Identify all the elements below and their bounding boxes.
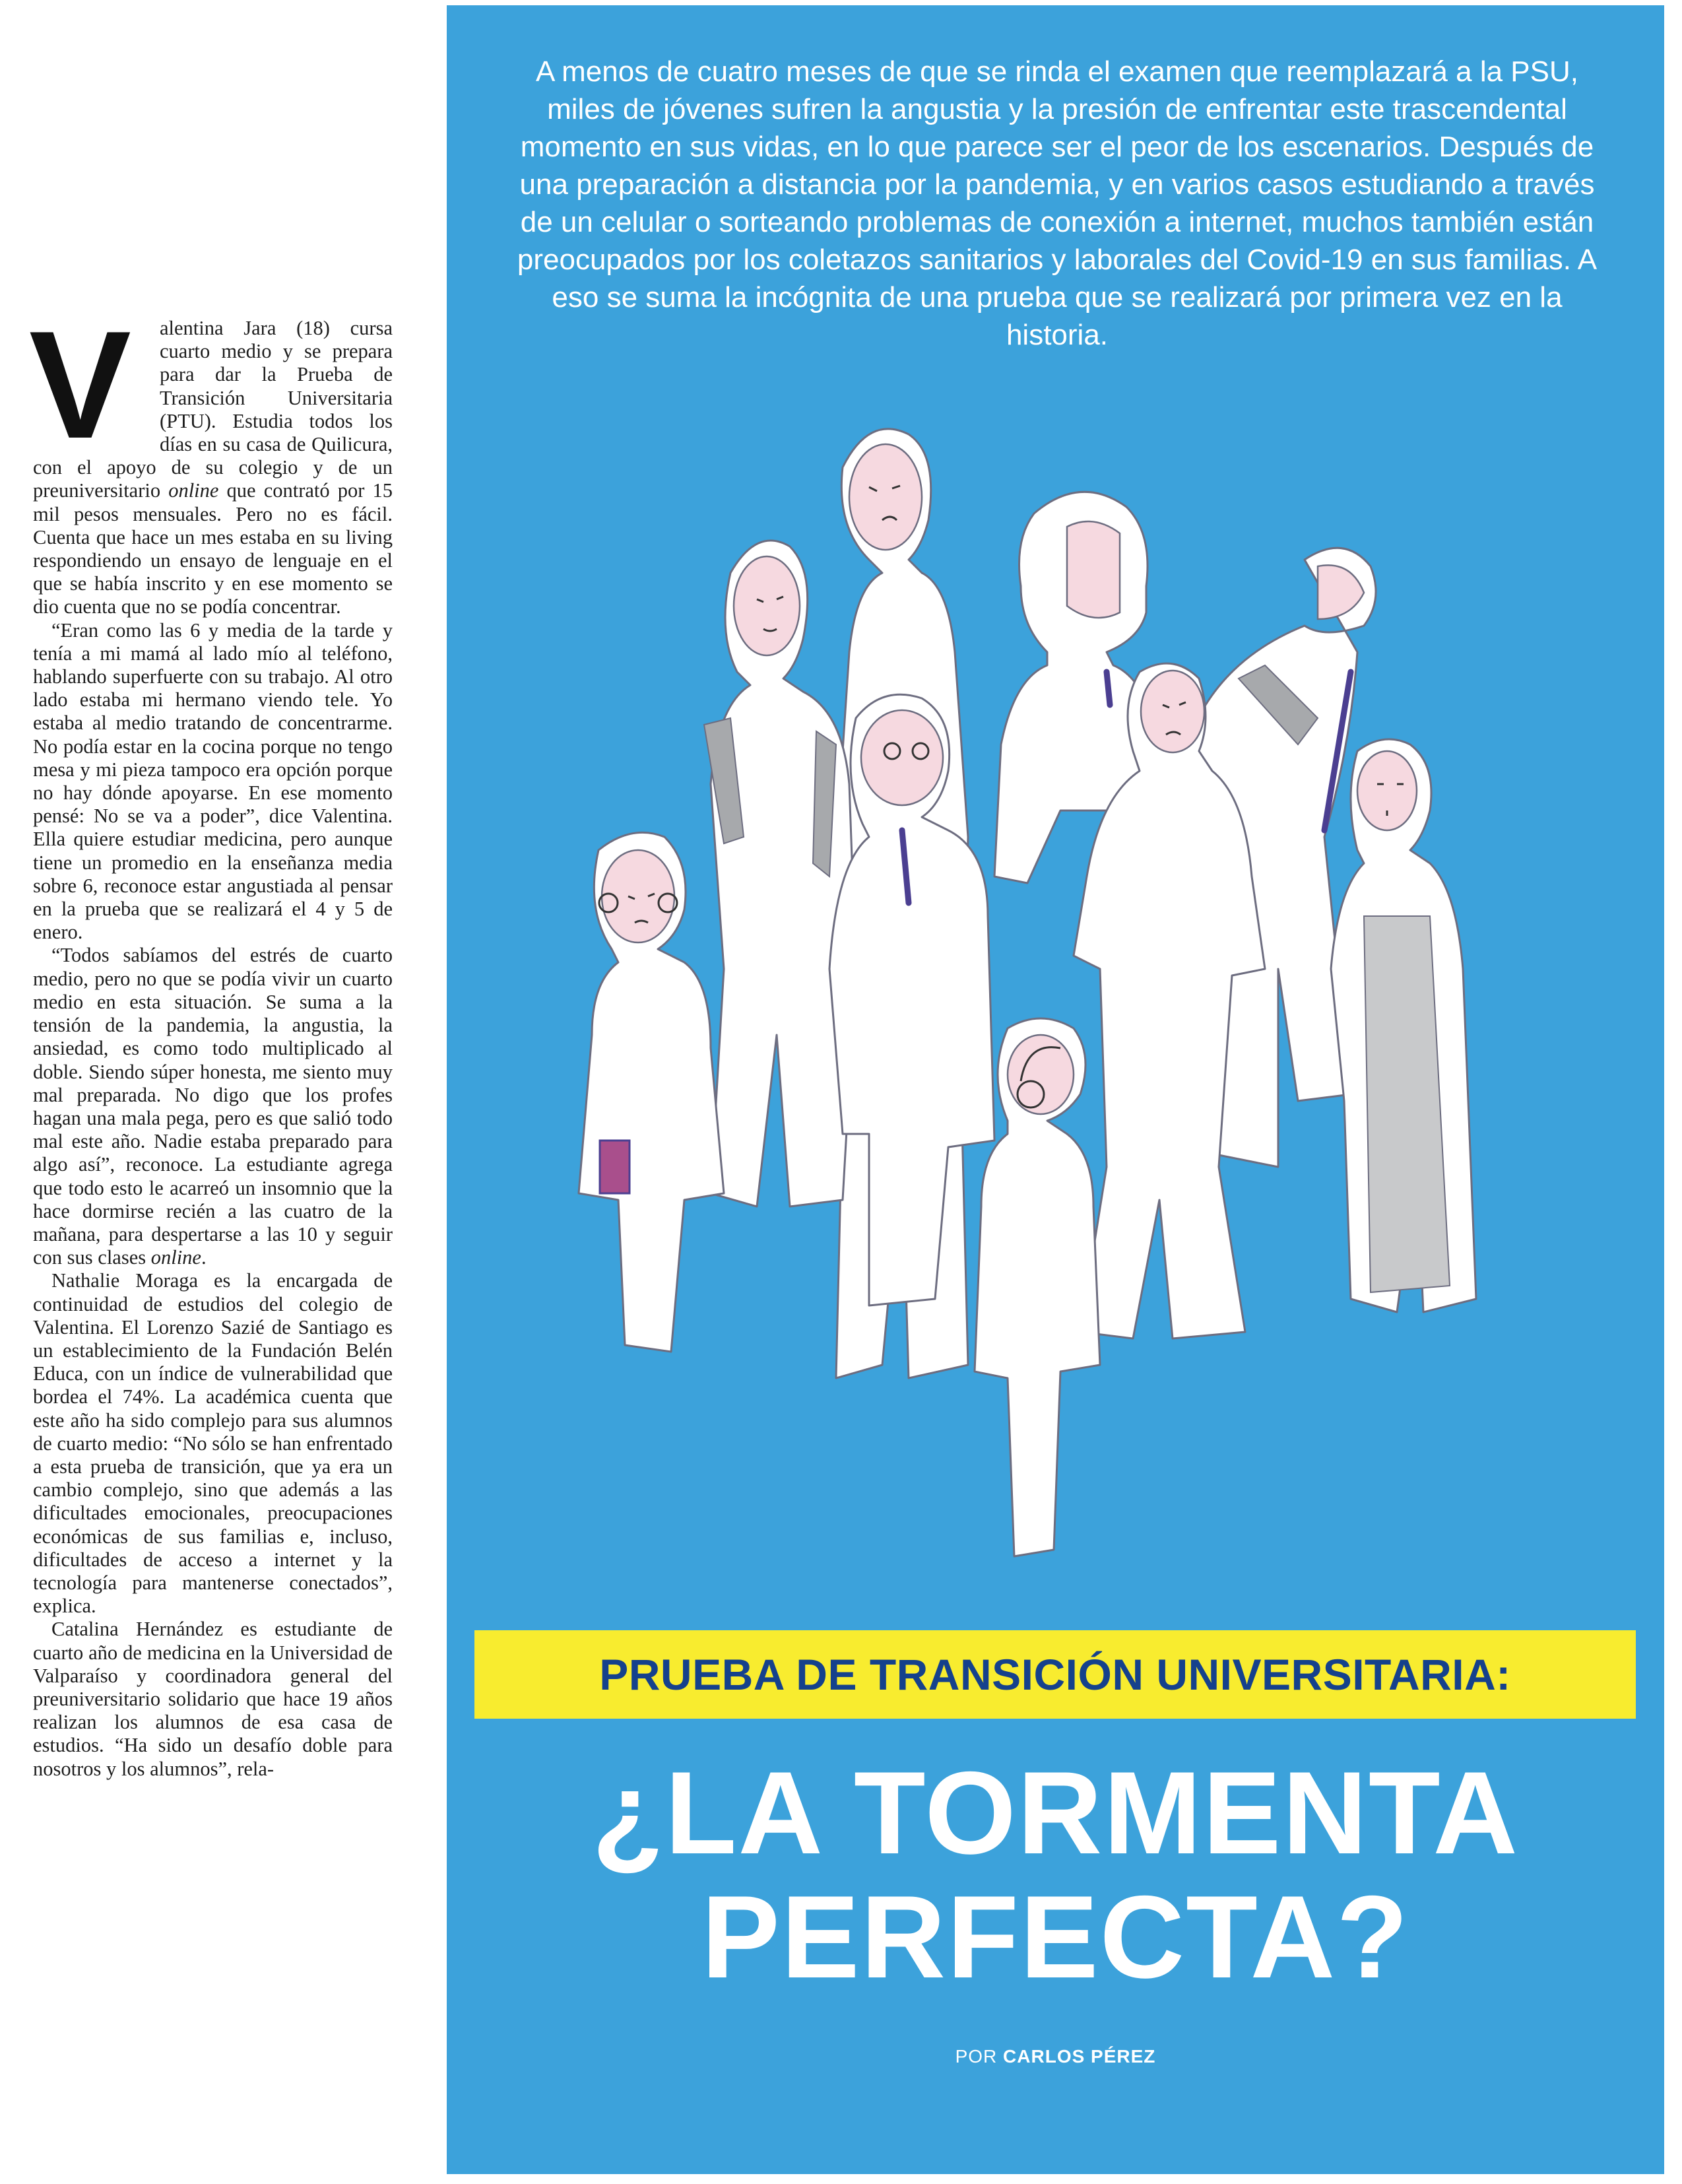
drop-cap: V bbox=[29, 300, 131, 471]
paragraph-4: Nathalie Moraga es la encargada de continuidad de estudios del colegio de Valentina. El Lorenzo Sazié de Santiago es un establecimiento de la Fundación Belén Educa, con un índice de vulnerabilidad que bordea el 74%. La académica cuenta que este año ha sido complejo para sus alumnos de cuarto medio: “No sólo se han enfrentado a esta prueba de transición, que ya era un cambio complejo, sino que además a las dificultades emocionales, preocupaciones económicas de sus familias e, incluso, dificultades de acceso a internet y la tecnología para mantenerse conectados”, explica. bbox=[33, 1269, 393, 1618]
paragraph-2: “Eran como las 6 y media de la tarde y tenía a mi mamá al lado mío al teléfono, hablando superfuerte con su trabajo. Al otro lado estaba mi hermano viendo tele. Yo estaba al medio tratando de concentrarme. No podía estar en la cocina porque no tengo mesa y mi pieza tampoco era opción porque no hay dónde apoyarse. En ese momento pensé: No se va a poder”, dice Valentina. Ella quiere estudiar medicina, pero aunque tiene un promedio en la enseñanza media sobre 6, reconoce estar angustiada al pensar en la prueba que se realizará el 4 y 5 de enero. bbox=[33, 618, 393, 944]
headline-line-2: PERFECTA? bbox=[701, 1871, 1409, 2002]
paragraph-1: V alentina Jara (18) cursa cuarto medio y se prepara para dar la Prueba de Transición Universitaria (PTU). Estudia todos los días en su casa de Quilicura, con el apoyo de su colegio y de un preuniversitario online que contrató por 15 mil pesos mensuales. Pero no es fácil. Cuenta que hace un mes estaba en su living respondiendo un ensayo de lenguaje en el que se había inscrito y en ese momento se dio cuenta que no se podía concentrar. bbox=[29, 300, 393, 618]
paragraph-3: “Todos sabíamos del estrés de cuarto medio, pero no que se podía vivir un cuarto medio en esta situación. Se suma a la tensión de la pandemia, la angustia, la ansiedad, es como todo multiplicado al doble. Siendo súper honesta, me siento muy mal preparada. No digo que los profes hagan una mala pega, pero es que salió todo mal este año. Nadie estaba preparado para algo así”, reconoce. La estudiante agrega que todo esto le acarreó un insomnio que la hace dormirse recién a las cuatro de la mañana, para despertarse a las 10 y seguir con sus clases online. bbox=[33, 944, 393, 1269]
lead-paragraph: A menos de cuatro meses de que se rinda el examen que reemplazará a la PSU, miles de jóvenes sufren la angustia y la presión de enfrentar este trascendental momento en sus vidas, en lo que parece ser el peor de los escenarios. Después de una preparación a distancia por la pandemia, y en varios casos estudiando a través de un celular o sorteando problemas de conexión a internet, muchos también están preocupados por los coletazos sanitarios y laborales del Covid-19 en sus familias. A eso se suma la incógnita de una prueba que se realizará por primera vez en la historia. bbox=[517, 55, 1598, 351]
feature-panel bbox=[447, 5, 1664, 2174]
byline-author: CARLOS PÉREZ bbox=[1003, 2046, 1156, 2067]
paragraph-5: Catalina Hernández es estudiante de cuarto año de medicina en la Universidad de Valparaíso y coordinadora general del preuniversitario solidario que hace 19 años realizan los alumnos de esa casa de estudios. “Ha sido un desafío doble para nosotros y los alumnos”, rela- bbox=[33, 1618, 393, 1780]
students-illustration bbox=[447, 375, 1664, 1616]
headline-line-1: ¿LA TORMENTA bbox=[592, 1747, 1519, 1878]
headline bbox=[447, 1747, 1664, 2002]
byline: POR CARLOS PÉREZ bbox=[955, 2046, 1156, 2067]
article-body bbox=[29, 300, 393, 1781]
kicker-banner: PRUEBA DE TRANSICIÓN UNIVERSITARIA: bbox=[474, 1630, 1636, 1719]
